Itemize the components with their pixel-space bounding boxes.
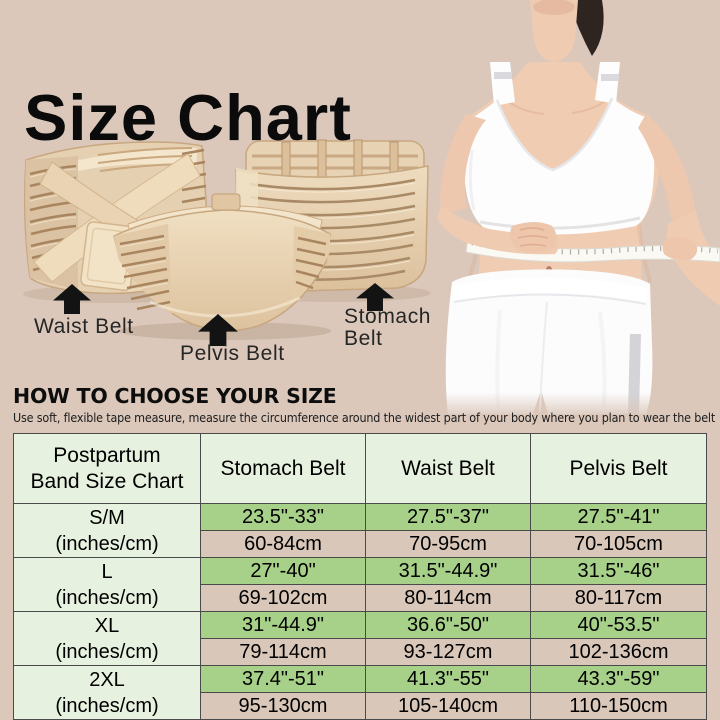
value-cell: 31.5"-44.9" <box>366 558 531 585</box>
value-cell: 95-130cm <box>201 693 366 720</box>
value-cell: 93-127cm <box>366 639 531 666</box>
size-unit: (inches/cm) <box>55 694 159 717</box>
how-to-heading: HOW TO CHOOSE YOUR SIZE <box>13 384 337 408</box>
table-row <box>14 558 707 585</box>
size-name: 2XL <box>89 668 125 691</box>
value-cell: 23.5"-33" <box>201 504 366 531</box>
size-label-cell <box>14 612 201 666</box>
col-header-size-chart: Postpartum Band Size Chart <box>14 434 201 504</box>
size-name: S/M <box>89 506 125 529</box>
value-cell: 105-140cm <box>366 693 531 720</box>
table-row <box>14 504 707 531</box>
waist-belt-label: Waist Belt <box>34 315 134 338</box>
value-cell: 31"-44.9" <box>201 612 366 639</box>
col-header-pelvis-belt: Pelvis Belt <box>531 434 707 504</box>
value-cell: 70-105cm <box>531 531 707 558</box>
size-label-cell <box>14 666 201 720</box>
value-cell: 43.3"-59" <box>531 666 707 693</box>
col-header-stomach-belt: Stomach Belt <box>201 434 366 504</box>
value-cell: 80-117cm <box>531 585 707 612</box>
size-label-cell <box>14 504 201 558</box>
value-cell: 80-114cm <box>366 585 531 612</box>
pelvis-belt-label: Pelvis Belt <box>180 342 285 365</box>
table-row <box>14 612 707 639</box>
value-cell: 40"-53.5" <box>531 612 707 639</box>
size-label-cell <box>14 558 201 612</box>
table-header-row <box>14 434 707 504</box>
value-cell: 79-114cm <box>201 639 366 666</box>
woman-photo <box>426 0 720 418</box>
value-cell: 41.3"-55" <box>366 666 531 693</box>
size-unit: (inches/cm) <box>55 640 159 663</box>
how-to-instruction: Use soft, flexible tape measure, measure the circumference around the widest part of your body where you plan to wear the belt <box>13 411 716 426</box>
stomach-belt-label: Stomach Belt <box>344 305 432 350</box>
table-row <box>14 666 707 693</box>
value-cell: 27.5"-41" <box>531 504 707 531</box>
size-name: L <box>101 560 113 583</box>
value-cell: 102-136cm <box>531 639 707 666</box>
page-title: Size Chart <box>24 80 352 154</box>
value-cell: 36.6"-50" <box>366 612 531 639</box>
size-unit: (inches/cm) <box>55 532 159 555</box>
value-cell: 37.4"-51" <box>201 666 366 693</box>
size-unit: (inches/cm) <box>55 586 159 609</box>
value-cell: 69-102cm <box>201 585 366 612</box>
col-header-waist-belt: Waist Belt <box>366 434 531 504</box>
value-cell: 27.5"-37" <box>366 504 531 531</box>
size-name: XL <box>94 614 120 637</box>
value-cell: 70-95cm <box>366 531 531 558</box>
value-cell: 27"-40" <box>201 558 366 585</box>
value-cell: 60-84cm <box>201 531 366 558</box>
value-cell: 110-150cm <box>531 693 707 720</box>
size-chart-table <box>13 433 707 720</box>
value-cell: 31.5"-46" <box>531 558 707 585</box>
